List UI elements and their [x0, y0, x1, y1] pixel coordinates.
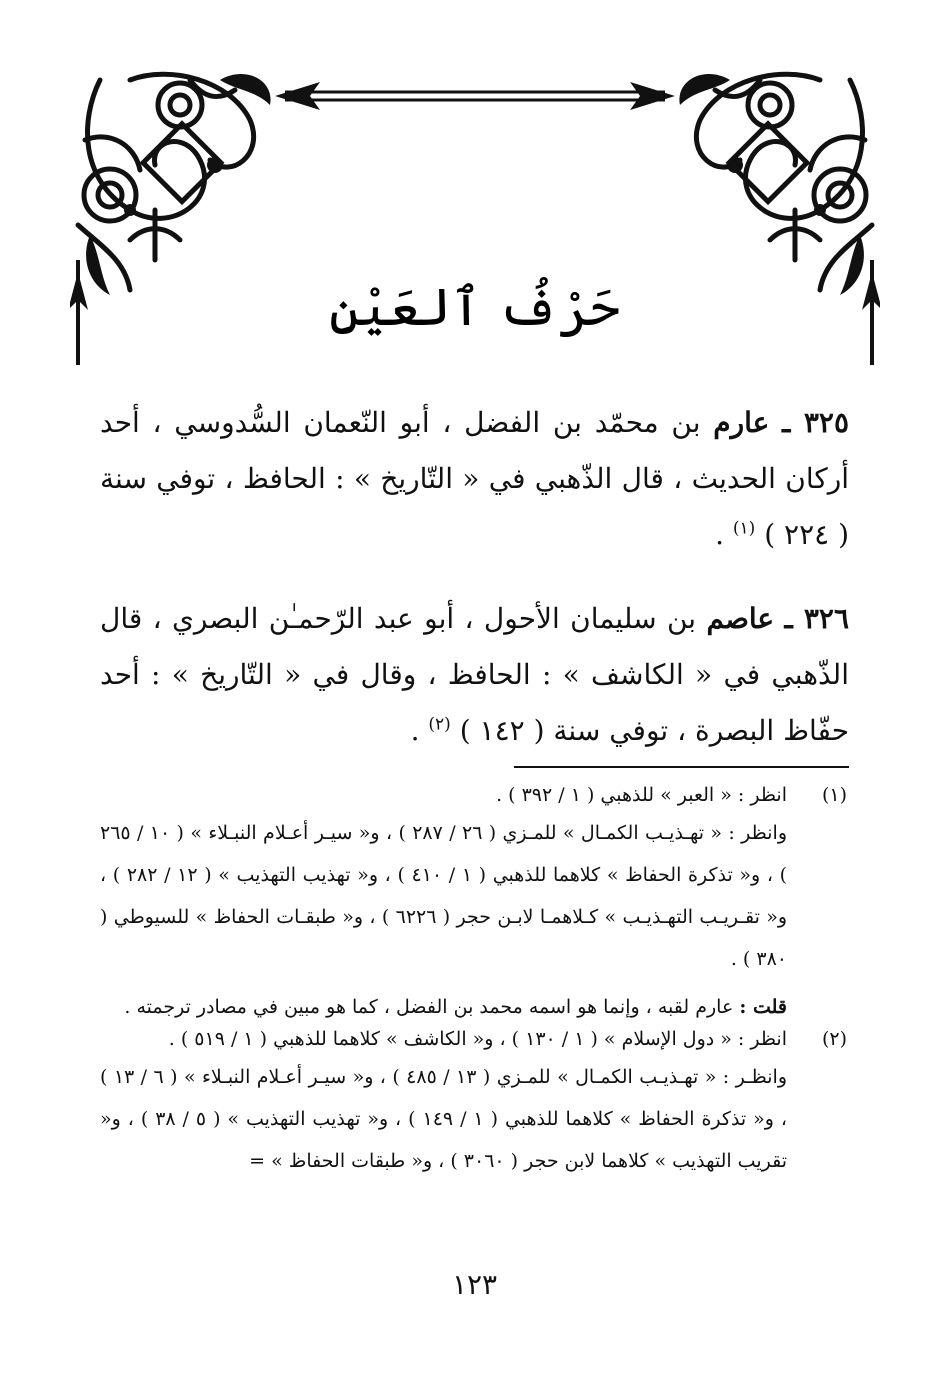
footnote-note: [100, 986, 849, 1028]
chapter-title: حَرْفُ ٱلعَيْنِ: [329, 278, 620, 338]
footnotes-section: [100, 784, 849, 1182]
footnote-label: (٢): [821, 1028, 847, 1050]
page-number: ١٢٣: [451, 1268, 498, 1301]
footnote-head: انظر : « العبر » للذهبي ( ١ / ٣٩٢ ) .: [496, 784, 787, 806]
entry-text: بن محمّد بن الفضل ، أبو النّعمان السُّدوسي ، أحد أركان الحديث ، قال الذّهبي في « التّاريخ » : الحافظ ، توفي سنة ( ٢٢٤ ): [100, 406, 849, 551]
footnote-label: (١): [821, 784, 847, 806]
entry-number: ٣٢٥ ـ: [782, 406, 849, 439]
footnote-2: [100, 1028, 849, 1050]
footnote-1: [100, 784, 849, 806]
entry-number: ٣٢٦ ـ: [784, 602, 849, 635]
note-label: قلت :: [739, 996, 787, 1018]
note-text: عارم لقبه ، وإنما هو اسمه محمد بن الفضل ، كما هو مبين في مصادر ترجمته .: [124, 996, 734, 1018]
footnote-paragraph: وانظر : « تهـذيـب الكمـال » للمـزي ( ٢٦ / ٢٨٧ ) ، و« سيـر أعـلام النبـلاء » ( ١٠ / ٢٦٥ ) ، و« تذكرة الحفاظ » كلاهما للذهبي ( ١ / ٤١٠ ) ، و« تهذيب التهذيب » ( ١٢ / ٢٨٢ ) ، و« تقـريـب التهـذيـب » كـلاهمـا لابـن حجر ( ٦٢٢٦ ) ، و« طبقـات الحفاظ » للسيوطي ( ٣٨٠ ) .: [100, 822, 788, 970]
footnote-divider: [514, 766, 849, 768]
entry-325: [100, 395, 849, 563]
entry-326: [100, 591, 849, 759]
entry-end: .: [715, 518, 733, 551]
footnote-head: انظر : « دول الإسلام » ( ١ / ١٣٠ ) ، و« الكاشف » كلاهما للذهبي ( ١ / ٥١٩ ) .: [168, 1028, 787, 1050]
entry-name: عاصم: [706, 602, 775, 635]
entry-name: عارم: [713, 406, 770, 439]
entry-text: بن سليمان الأحول ، أبو عبد الرّحمـٰن البصري ، قال الذّهبي في « الكاشف » : الحافظ ، وقال في « التّاريخ » : أحد حفّاظ البصرة ، توفي سنة ( ١٤٢ ): [100, 602, 849, 747]
footnote-paragraph: وانظـر : « تهـذيـب الكمـال » للمـزي ( ١٣ / ٤٨٥ ) ، و« سيـر أعـلام النبـلاء » ( ٦ / ١٣ ) ، و« تذكرة الحفاظ » كلاهما للذهبي ( ١ / ١٤٩ ) ، و« تهذيب التهذيب » ( ٥ / ٣٨ ) ، و« تقريب التهذيب » كلاهما لابن حجر ( ٣٠٦٠ ) ، و« طبقات الحفاظ » =: [100, 1066, 788, 1172]
footnote-ref[interactable]: (١): [732, 518, 756, 539]
footnote-ref[interactable]: (٢): [428, 714, 451, 735]
entries-section: [100, 395, 849, 773]
entry-end: .: [410, 714, 429, 747]
